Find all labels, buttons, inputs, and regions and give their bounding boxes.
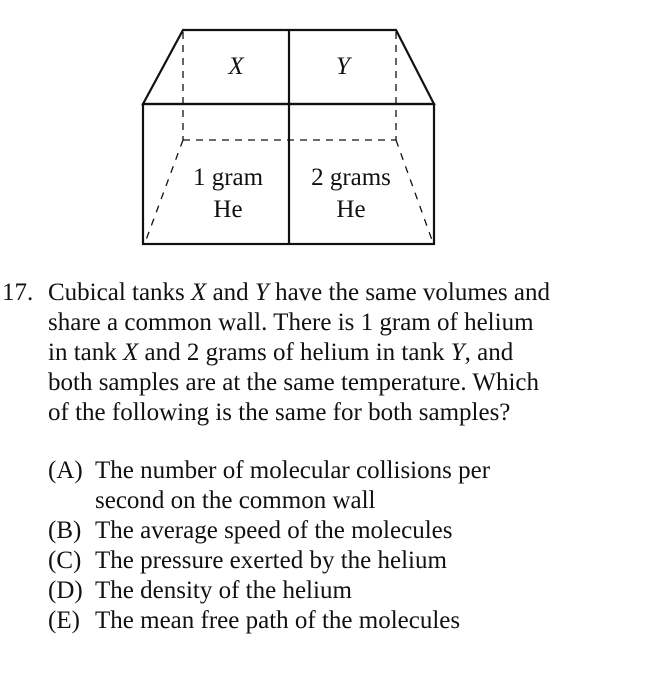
stem-line (48, 398, 648, 428)
choice-letter: (B) (48, 517, 82, 544)
hidden-edge-left-diagonal (146, 140, 183, 240)
choice-text (95, 606, 648, 636)
stem-text: , and (464, 339, 514, 366)
hidden-edge-right-diagonal (396, 140, 432, 240)
choice-e[interactable] (48, 606, 648, 636)
question-stem (48, 278, 648, 428)
stem-text: and (206, 279, 255, 306)
tank-y-label: Y (336, 53, 350, 80)
stem-text: share a common wall. There is 1 gram of helium (48, 309, 534, 336)
choice-d[interactable] (48, 576, 648, 606)
choice-b[interactable] (48, 516, 648, 546)
stem-text: both samples are at the same temperature. Which (48, 369, 540, 396)
choice-line: The pressure exerted by the helium (95, 547, 447, 574)
choice-text (95, 516, 648, 546)
choice-letter: (E) (48, 607, 80, 634)
stem-line (48, 308, 648, 338)
choice-a[interactable] (48, 456, 648, 516)
stem-line (48, 278, 648, 308)
question-number: 17. (2, 279, 34, 306)
stem-text: Cubical tanks (48, 279, 192, 306)
stem-text: of the following is the same for both samples? (48, 399, 511, 426)
tank-x-contents-line2: He (213, 196, 243, 223)
tank-x-contents-line1: 1 gram (192, 164, 264, 191)
choice-c[interactable] (48, 546, 648, 576)
stem-text: and 2 grams of helium in tank (138, 339, 451, 366)
tank-y-contents-line1: 2 grams (311, 164, 391, 191)
tank-x-label: X (228, 53, 244, 80)
tanks-diagram (0, 0, 661, 260)
choice-line: second on the common wall (95, 487, 376, 514)
choice-letter: (A) (48, 457, 83, 484)
choice-text (95, 546, 648, 576)
answer-choices (48, 456, 648, 636)
stem-text: have the same volumes and (268, 279, 550, 306)
choice-line: The average speed of the molecules (95, 517, 453, 544)
choice-text (95, 576, 648, 606)
stem-line (48, 338, 648, 368)
choice-letter: (C) (48, 547, 82, 574)
stem-var-y: Y (254, 279, 269, 306)
choice-line: The density of the helium (95, 577, 352, 604)
stem-var-x: X (191, 279, 207, 306)
stem-var-y: Y (450, 339, 465, 366)
stem-var-x: X (123, 339, 139, 366)
stem-text: in tank (48, 339, 123, 366)
choice-text (95, 456, 648, 516)
tank-y-contents-line2: He (336, 196, 366, 223)
choice-letter: (D) (48, 577, 83, 604)
choice-line: The mean free path of the molecules (95, 607, 461, 634)
choice-line: The number of molecular collisions per (95, 457, 491, 484)
stem-line (48, 368, 648, 398)
